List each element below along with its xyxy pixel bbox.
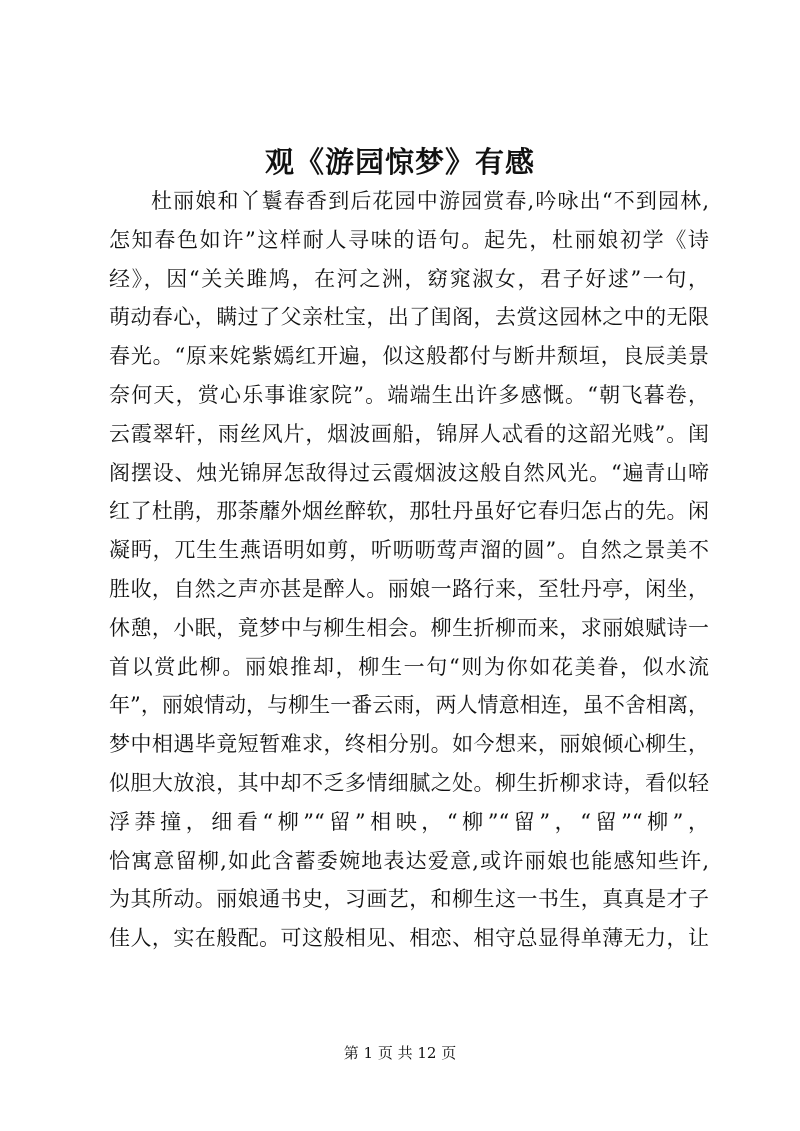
text-line: 梦中相遇毕竟短暂难求，终相分别。如今想来，丽娘倾心柳生， <box>109 732 709 757</box>
page-title: 观《游园惊梦》有感 <box>264 145 535 179</box>
text-line: 年”，丽娘情动，与柳生一番云雨，两人情意相连，虽不舍相离， <box>109 693 709 718</box>
text-line: 佳人，实在般配。可这般相见、相恋、相守总显得单薄无力，让 <box>109 926 709 951</box>
text-line: 红了杜鹃，那荼蘼外烟丝醉软，那牡丹虽好它春归怎占的先。闲 <box>109 499 709 524</box>
text-line: 云霞翠轩，雨丝风片，烟波画船，锦屏人忒看的这韶光贱”。闺 <box>109 421 709 446</box>
text-line: 萌动春心，瞒过了父亲杜宝，出了闺阁，去赏这园林之中的无限 <box>109 305 709 330</box>
body-paragraph <box>109 182 709 958</box>
text-line: 似胆大放浪，其中却不乏多情细腻之处。柳生折柳求诗，看似轻 <box>109 770 709 795</box>
text-line: 胜收，自然之声亦甚是醉人。丽娘一路行来，至牡丹亭，闲坐， <box>109 576 709 601</box>
text-line: 春光。“原来姹紫嫣红开遍，似这般都付与断井颓垣，良辰美景 <box>109 344 709 369</box>
text-line: 为其所动。丽娘通书史，习画艺，和柳生这一书生，真真是才子 <box>109 887 709 912</box>
text-line: 阁摆设、烛光锦屏怎敌得过云霞烟波这般自然风光。“遍青山啼 <box>109 460 709 485</box>
text-line: 凝眄，兀生生燕语明如剪，听呖呖莺声溜的圆”。自然之景美不 <box>109 538 709 563</box>
text-line: 恰寓意留柳,如此含蓄委婉地表达爱意,或许丽娘也能感知些许, <box>109 848 709 873</box>
text-line: 首以赏此柳。丽娘推却，柳生一句“则为你如花美眷，似水流 <box>109 654 709 679</box>
text-line: 杜丽娘和丫鬟春香到后花园中游园赏春,吟咏出“不到园林, <box>151 189 709 213</box>
text-line: 奈何天，赏心乐事谁家院”。端端生出许多感慨。“朝飞暮卷， <box>109 382 709 407</box>
text-line: 休憩，小眠，竟梦中与柳生相会。柳生折柳而来，求丽娘赋诗一 <box>109 615 709 640</box>
text-line: 浮莽撞，细看“柳”“留”相映，“柳”“留”，“留”“柳”， <box>109 809 709 834</box>
text-line: 经》，因“关关雎鸠，在河之洲，窈窕淑女，君子好逑”一句， <box>109 266 709 291</box>
text-line: 怎知春色如许”这样耐人寻味的语句。起先，杜丽娘初学《诗 <box>109 227 709 252</box>
page-number-footer: 第 1 页 共 12 页 <box>343 1044 457 1062</box>
